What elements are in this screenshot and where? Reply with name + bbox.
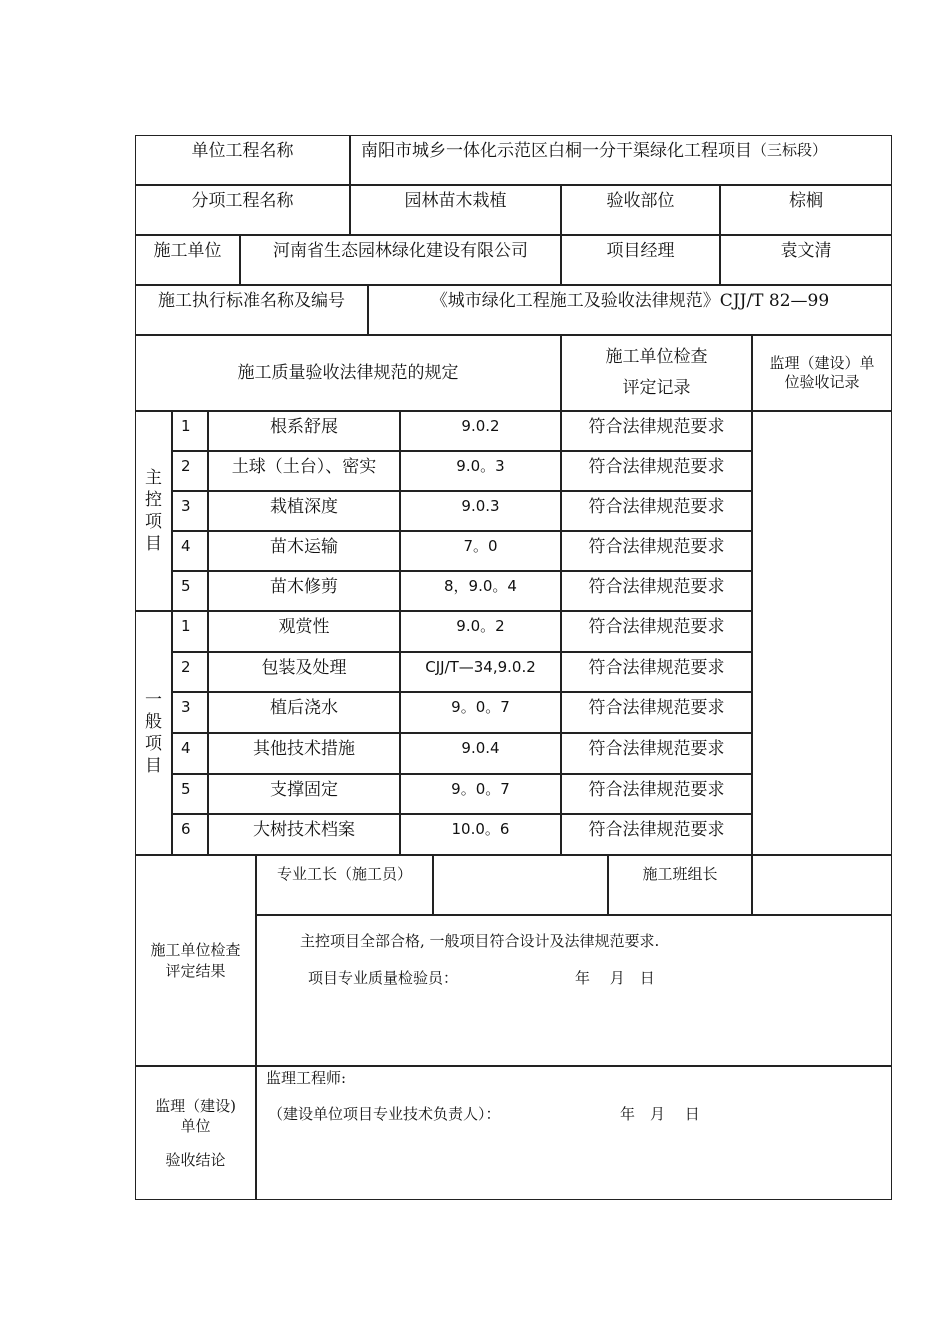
general-item-number: 3 bbox=[172, 692, 208, 733]
standard-label: 施工执行标准名称及编号 bbox=[135, 285, 368, 335]
main-item-name: 根系舒展 bbox=[208, 411, 400, 451]
main-item-number: 4 bbox=[172, 531, 208, 571]
check-header-line-1: 施工单位检查 bbox=[605, 347, 708, 368]
manager-label: 项目经理 bbox=[561, 235, 720, 285]
general-item-clause: CJJ/T—34,9.0.2 bbox=[400, 652, 561, 693]
general-item-clause: 9。0。7 bbox=[400, 774, 561, 815]
main-item-clause: 9.0.3 bbox=[400, 491, 561, 531]
main-item-result: 符合法律规范要求 bbox=[561, 491, 752, 531]
main-item-number: 3 bbox=[172, 491, 208, 531]
general-group-char: 一 bbox=[145, 689, 162, 710]
quality-inspector-label: 项目专业质量检验员： bbox=[308, 969, 459, 987]
unit-project-value bbox=[350, 135, 892, 185]
general-item-result: 符合法律规范要求 bbox=[561, 733, 752, 774]
check-header-line-2: 评定记录 bbox=[622, 378, 691, 398]
general-item-name: 植后浇水 bbox=[208, 692, 400, 733]
general-group-char: 般 bbox=[145, 711, 162, 732]
standard-value: 《城市绿化工程施工及验收法律规范》CJJ/T 82—99 bbox=[368, 285, 892, 335]
general-group-char: 项 bbox=[145, 734, 162, 754]
general-item-result: 符合法律规范要求 bbox=[561, 774, 752, 815]
main-item-number: 2 bbox=[172, 451, 208, 491]
general-item-result: 符合法律规范要求 bbox=[561, 652, 752, 693]
main-item-result: 符合法律规范要求 bbox=[561, 531, 752, 571]
evaluation-conclusion: 主控项目全部合格, 一般项目符合设计及法律规范要求. bbox=[300, 932, 660, 950]
general-group-char: 目 bbox=[145, 756, 162, 777]
general-item-number: 6 bbox=[172, 814, 208, 855]
main-item-result: 符合法律规范要求 bbox=[561, 451, 752, 491]
main-item-clause: 9.0.2 bbox=[400, 411, 561, 451]
general-item-number: 5 bbox=[172, 774, 208, 815]
main-item-clause: 7。0 bbox=[400, 531, 561, 571]
evaluation-label-line-2: 评定结果 bbox=[165, 961, 226, 980]
team-leader-value bbox=[752, 855, 892, 915]
general-item-name: 其他技术措施 bbox=[208, 733, 400, 774]
general-item-clause: 10.0。6 bbox=[400, 814, 561, 855]
contractor-value: 河南省生态园林绿化建设有限公司 bbox=[240, 235, 561, 285]
acceptance-part-value: 棕榈 bbox=[720, 185, 892, 235]
contractor-label: 施工单位 bbox=[135, 235, 240, 285]
evaluation-label-line-1: 施工单位检查 bbox=[150, 941, 241, 960]
main-group-char: 目 bbox=[145, 534, 162, 555]
supervision-label-line-1: 监理（建设) bbox=[155, 1096, 236, 1115]
main-group-char: 项 bbox=[145, 512, 162, 532]
general-item-result: 符合法律规范要求 bbox=[561, 611, 752, 652]
general-item-name: 大树技术档案 bbox=[208, 814, 400, 855]
owner-tech-lead-label: （建设单位项目专业技术负责人）： bbox=[268, 1105, 501, 1123]
main-item-clause: 8，9.0。4 bbox=[400, 571, 561, 611]
evaluation-label bbox=[135, 855, 256, 1066]
sub-project-value: 园林苗木栽植 bbox=[350, 185, 561, 235]
supervision-date: 年 月 日 bbox=[620, 1105, 700, 1123]
main-item-number: 1 bbox=[172, 411, 208, 451]
manager-value: 袁文清 bbox=[720, 235, 892, 285]
general-item-name: 包装及处理 bbox=[208, 652, 400, 693]
general-item-name: 支撑固定 bbox=[208, 774, 400, 815]
supervision-header: 监理（建设）单位验收记录 bbox=[752, 335, 892, 411]
unit-project-suffix: （三标段） bbox=[752, 141, 828, 159]
unit-project-label: 单位工程名称 bbox=[135, 135, 350, 185]
general-item-name: 观赏性 bbox=[208, 611, 400, 652]
supervision-label-line-3: 验收结论 bbox=[165, 1151, 226, 1170]
unit-project-name: 南阳市城乡一体化示范区白桐一分干渠绿化工程项目 bbox=[361, 141, 752, 161]
check-record-header bbox=[561, 335, 752, 411]
spec-header: 施工质量验收法律规范的规定 bbox=[135, 335, 561, 411]
main-item-name: 土球（土台）、密实 bbox=[208, 451, 400, 491]
main-group-char: 控 bbox=[145, 489, 162, 510]
main-item-name: 苗木运输 bbox=[208, 531, 400, 571]
main-item-number: 5 bbox=[172, 571, 208, 611]
general-item-clause: 9.0.4 bbox=[400, 733, 561, 774]
general-items-group-label bbox=[135, 611, 172, 855]
supervision-conclusion-label bbox=[135, 1066, 256, 1200]
supervision-record-area bbox=[752, 411, 892, 855]
foreman-label: 专业工长（施工员） bbox=[256, 855, 433, 915]
foreman-value bbox=[433, 855, 608, 915]
main-group-char: 主 bbox=[145, 467, 162, 488]
general-item-clause: 9.0。2 bbox=[400, 611, 561, 652]
supervision-conclusion-area bbox=[256, 1066, 892, 1200]
main-items-group-label bbox=[135, 411, 172, 611]
general-item-number: 1 bbox=[172, 611, 208, 652]
evaluation-date: 年 月 日 bbox=[575, 969, 655, 987]
main-item-name: 栽植深度 bbox=[208, 491, 400, 531]
main-item-result: 符合法律规范要求 bbox=[561, 411, 752, 451]
main-item-result: 符合法律规范要求 bbox=[561, 571, 752, 611]
acceptance-part-label: 验收部位 bbox=[561, 185, 720, 235]
general-item-clause: 9。0。7 bbox=[400, 692, 561, 733]
main-item-name: 苗木修剪 bbox=[208, 571, 400, 611]
sub-project-label: 分项工程名称 bbox=[135, 185, 350, 235]
general-item-result: 符合法律规范要求 bbox=[561, 814, 752, 855]
general-item-number: 4 bbox=[172, 733, 208, 774]
supervision-engineer-label: 监理工程师: bbox=[266, 1069, 347, 1087]
general-item-number: 2 bbox=[172, 652, 208, 693]
general-item-result: 符合法律规范要求 bbox=[561, 692, 752, 733]
main-item-clause: 9.0。3 bbox=[400, 451, 561, 491]
team-leader-label: 施工班组长 bbox=[608, 855, 752, 915]
supervision-label-line-2: 单位 bbox=[180, 1116, 211, 1135]
